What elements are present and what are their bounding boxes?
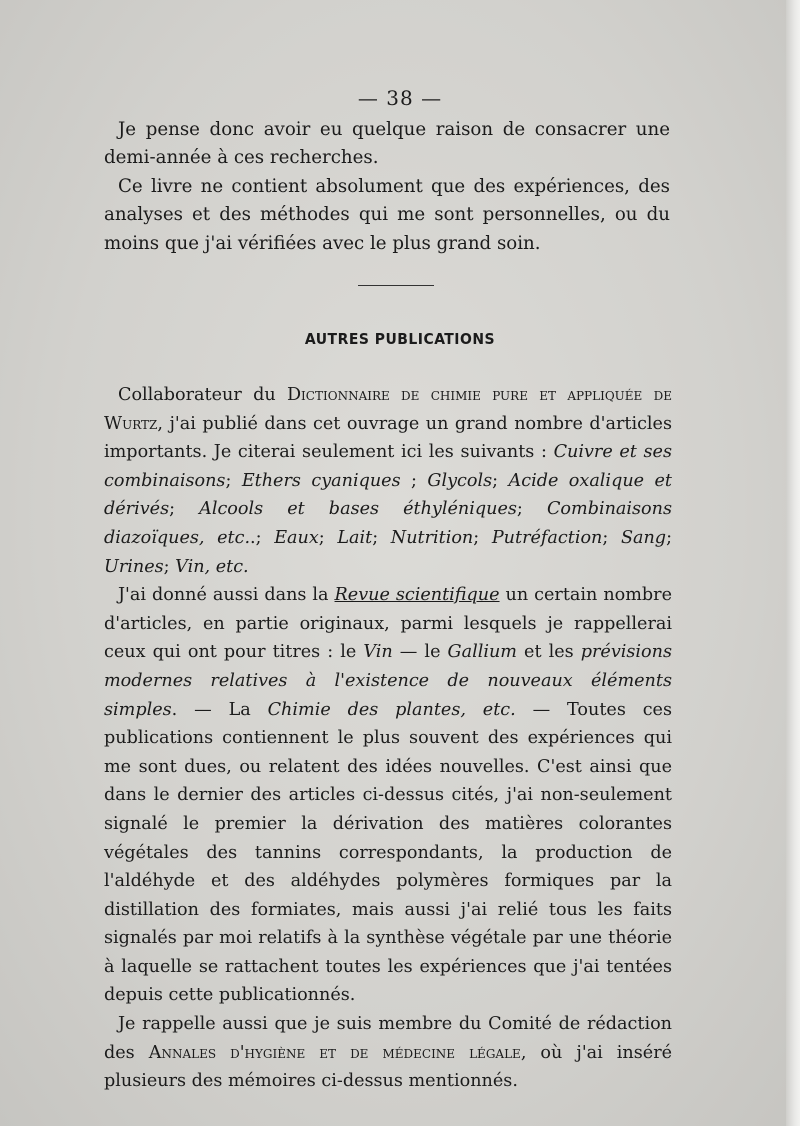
annales-title: Annales d'hygiène et de médecine légale — [148, 1042, 521, 1063]
revue-title: Revue scientifique — [334, 585, 500, 606]
p3-sep-9: ; — [492, 470, 509, 491]
title-previsions: prévisions modernes relatives à l'existence de nouveaux éléments simples — [104, 642, 673, 720]
p3-text-3: , j'ai publié dans cet ouvrage un grand nombre d'articles importants. Je citerai seulement ici les suivants : — [104, 413, 672, 463]
article-combinaisons: Combinaisons diazoïques, etc. — [104, 499, 673, 548]
paragraph-2: Ce livre ne contient absolument que des expériences, des analyses et des méthodes qui me sont personnelles, ou du moins que j'ai vérifiées avec le plus grand soin. — [104, 175, 670, 254]
p3-sep-11: ; — [169, 499, 200, 520]
p3-sep-17: ; — [318, 527, 338, 548]
section-divider — [358, 285, 434, 286]
article-glycols: Glycols — [427, 470, 493, 491]
title-chimie-plantes: Chimie des plantes, etc. — [267, 699, 516, 720]
article-eaux: Eaux — [274, 527, 319, 548]
paragraph-3 — [104, 381, 672, 581]
paragraph-1: Je pense donc avoir eu quelque raison de consacrer une demi-année à ces recherches. — [104, 119, 670, 169]
article-acide: Acide oxalique et dérivés — [104, 470, 672, 520]
article-alcools: Alcools et bases éthyléniques — [199, 499, 517, 520]
title-gallium: Gallium — [447, 642, 517, 663]
p3-sep-19: ; — [372, 527, 391, 548]
p3-sep-13: ; — [516, 499, 547, 520]
article-sang: Sang — [620, 527, 667, 548]
p3-sep-27: ; — [163, 556, 176, 577]
article-urines: Urines — [104, 556, 164, 577]
p4-text-11: — Toutes ces publications contiennent le plus souvent des expériences qui me sont dues, ou relatent des idées nouvelles. C'est ainsi que dans le dernier des articles ci-dessus cités, j'ai non-seulement signalé le premier la dérivation des matières colorantes végétales des tannins correspondants, la production de l'aldéhyde et des aldéhydes polymères formiques par la distillation des formiates, mais aussi j'ai relié tous les faits signalés par moi relatifs à la synthèse végétale par une théorie à laquelle se rattachent toutes les expériences que j'ai tentées depuis cette publicationnés. — [104, 699, 672, 1006]
p3-sep-5: ; — [225, 470, 242, 491]
section-heading: AUTRES PUBLICATIONS — [304, 330, 496, 348]
intro-block — [104, 116, 670, 258]
title-vin: Vin — [363, 642, 393, 663]
article-lait: Lait — [337, 527, 373, 548]
p4-text-7: et les — [517, 642, 581, 663]
p4-text-1: J'ai donné aussi dans la — [118, 585, 335, 606]
publications-block — [104, 381, 672, 1096]
page-number: — 38 — — [357, 86, 443, 110]
p4-text-5: — le — [392, 642, 448, 663]
p4-text-9: . — La — [171, 699, 268, 720]
p4-text-3: un certain nombre d'articles, en partie originaux, parmi lesquels je rappellerai ceux qui ont pour titres : le — [104, 585, 673, 663]
article-ethers: Ethers cyaniques — [241, 470, 401, 491]
article-vin: Vin, etc. — [175, 556, 249, 577]
article-putrefaction: Putréfaction — [491, 527, 603, 548]
p3-sep-25: ; — [666, 527, 673, 548]
article-nutrition: Nutrition — [390, 527, 474, 548]
p3-sep-15: .; — [250, 527, 275, 548]
p5-text-1: Je rappelle aussi que je suis membre du Comité de rédaction des — [104, 1014, 672, 1063]
p3-text-1: Collaborateur du — [118, 385, 287, 405]
paragraph-4 — [104, 581, 672, 1010]
p3-sep-7: ; — [400, 470, 428, 491]
article-cuivre: Cuivre et ses combinaisons — [104, 442, 672, 491]
p3-sep-23: ; — [602, 527, 621, 548]
p5-text-3: , où j'ai inséré plusieurs des mémoires ci-dessus mentionnés. — [104, 1042, 673, 1092]
paragraph-5 — [104, 1010, 672, 1096]
p3-sep-21: ; — [473, 527, 492, 548]
dictionary-title: Dictionnaire de chimie pure et appliquée de Wurtz — [104, 385, 672, 434]
page-edge — [786, 0, 800, 1126]
